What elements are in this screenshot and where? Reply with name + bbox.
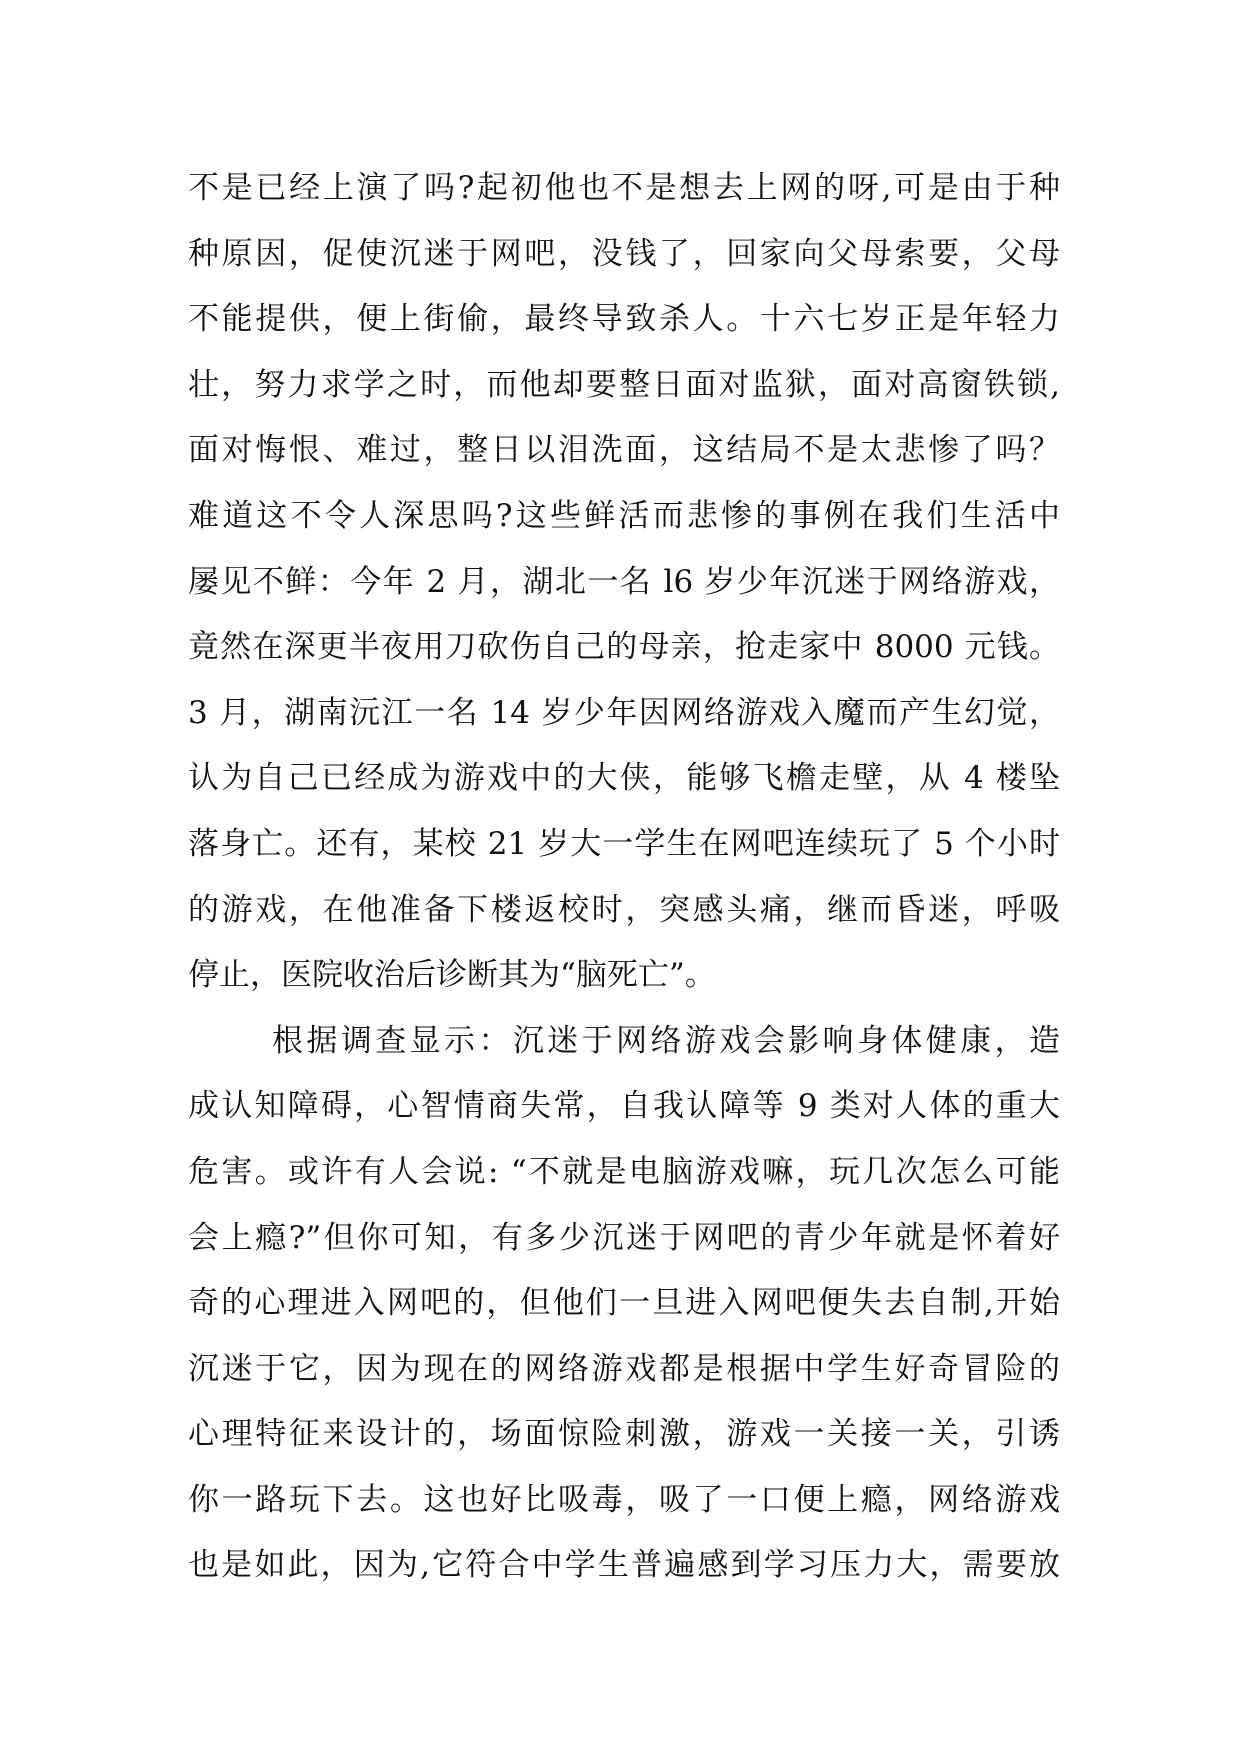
text-line: 3 月，湖南沅江一名 14 岁少年因网络游戏入魔而产生幻觉， <box>188 694 1060 731</box>
text-line: 不能提供，便上街偷，最终导致杀人。十六七岁正是年轻力 <box>188 301 1060 338</box>
text-line: 成认知障碍，心智情商失常，自我认障等 9 类对人体的重大 <box>188 1088 1060 1125</box>
text-line: 难道这不令人深思吗?这些鲜活而悲惨的事例在我们生活中 <box>188 497 1060 534</box>
text-line: 心理特征来设计的，场面惊险刺激，游戏一关接一关，引诱 <box>188 1416 1060 1453</box>
text-line: 种原因，促使沉迷于网吧，没钱了，回家向父母索要，父母 <box>188 235 1060 272</box>
text-line: 不是已经上演了吗?起初他也不是想去上网的呀,可是由于种 <box>188 170 1060 206</box>
text-line: 奇的心理进入网吧的，但他们一旦进入网吧便失去自制,开始 <box>188 1285 1060 1322</box>
text-line: 沉迷于它，因为现在的网络游戏都是根据中学生好奇冒险的 <box>188 1350 1060 1387</box>
text-line: 认为自己已经成为游戏中的大侠，能够飞檐走壁，从 4 楼坠 <box>188 760 1060 797</box>
text-line: 屡见不鲜：今年 2 月，湖北一名 l6 岁少年沉迷于网络游戏， <box>188 563 1060 600</box>
text-line: 也是如此，因为,它符合中学生普遍感到学习压力大，需要放 <box>188 1547 1060 1584</box>
text-line: 壮，努力求学之时，而他却要整日面对监狱，面对高窗铁锁, <box>188 366 1060 403</box>
text-line: 危害。或许有人会说: “不就是电脑游戏嘛，玩几次怎么可能 <box>188 1153 1060 1190</box>
text-line: 面对悔恨、难过，整日以泪洗面，这结局不是太悲惨了吗？ <box>188 432 1060 469</box>
text-line: 竟然在深更半夜用刀砍伤自己的母亲，抢走家中 8000 元钱。 <box>188 629 1060 666</box>
text-line: 你一路玩下去。这也好比吸毒，吸了一口便上瘾，网络游戏 <box>188 1481 1060 1518</box>
text-line: 的游戏，在他准备下楼返校时，突感头痛，继而昏迷，呼吸 <box>188 891 1060 928</box>
text-line: 落身亡。还有，某校 21 岁大一学生在网吧连续玩了 5 个小时 <box>188 825 1060 862</box>
paragraph-start-line: 根据调查显示：沉迷于网络游戏会影响身体健康，造 <box>272 1022 1060 1059</box>
paragraph-end-line: 停止，医院收治后诊断其为“脑死亡”。 <box>188 957 716 994</box>
text-line: 会上瘾?”但你可知，有多少沉迷于网吧的青少年就是怀着好 <box>188 1219 1060 1256</box>
body-text <box>188 156 1060 1599</box>
